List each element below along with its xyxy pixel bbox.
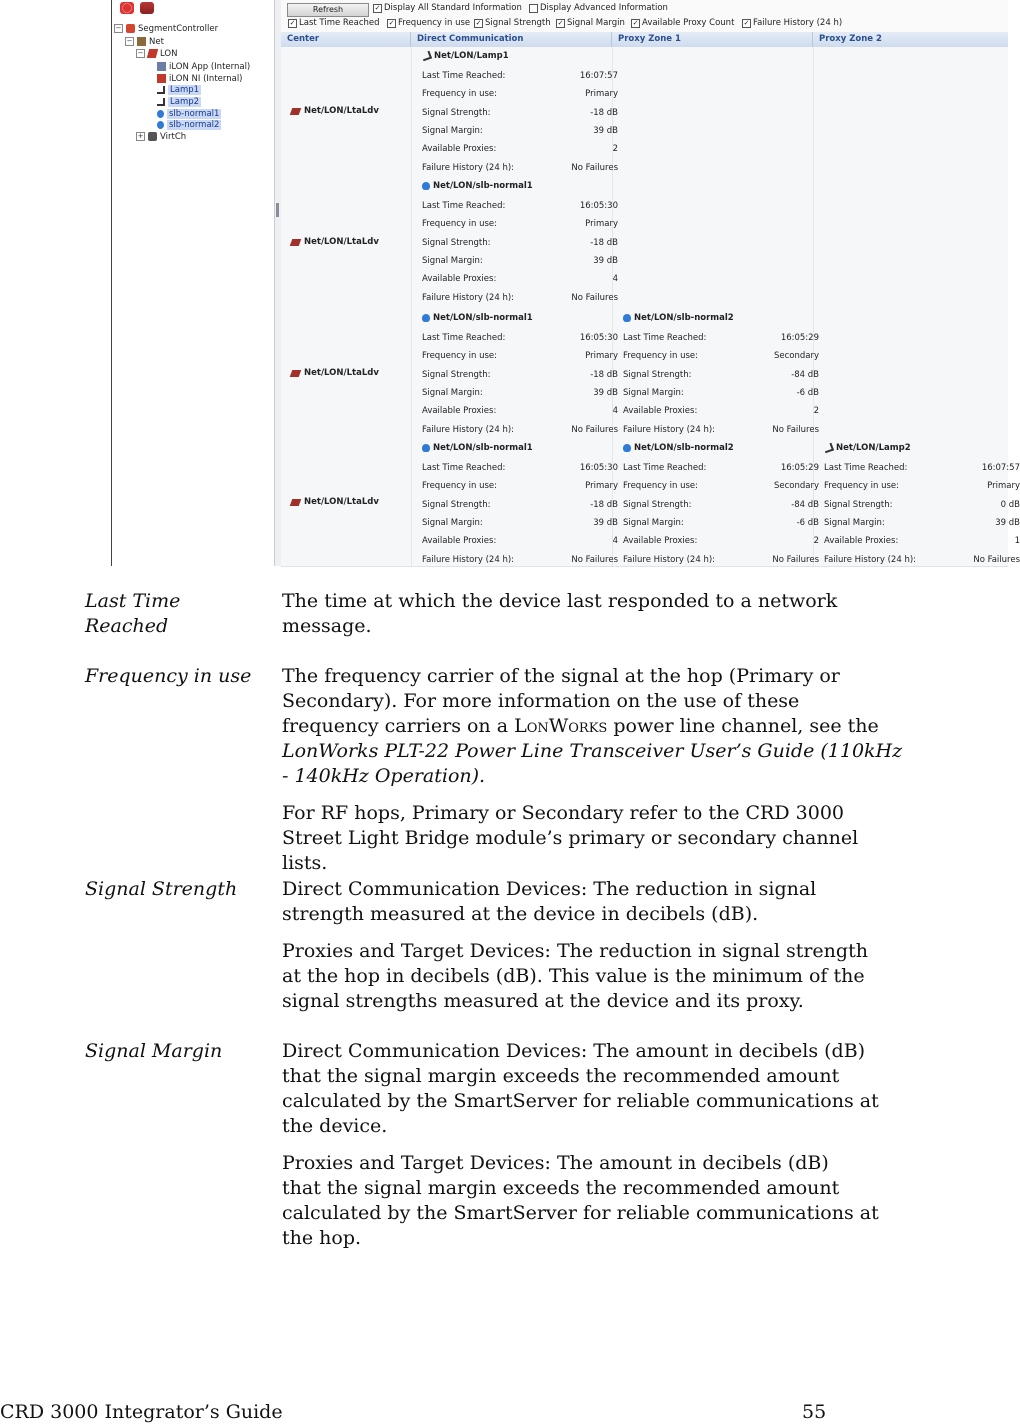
field-value: No Failures <box>571 162 618 173</box>
bridge-icon <box>422 182 430 190</box>
field-label: Last Time Reached: <box>422 333 506 343</box>
device-field <box>422 425 618 437</box>
device-field <box>623 370 819 382</box>
desc-line: strength measured at the device in decibels (dB). <box>282 903 759 925</box>
device-field <box>623 518 819 530</box>
field-label: Signal Strength: <box>422 237 491 248</box>
device-cell[interactable] <box>422 181 618 307</box>
controller-icon <box>290 370 302 377</box>
column-divider <box>813 177 814 309</box>
field-value: -18 dB <box>590 237 618 248</box>
desc-line: that the signal margin exceeds the recommended amount <box>282 1177 840 1199</box>
option-frequency-in-use[interactable] <box>387 18 470 28</box>
center-device-name: Net/LON/LtaLdv <box>304 106 379 116</box>
grid-row[interactable] <box>281 309 1008 440</box>
column-divider <box>411 177 412 309</box>
field-label: Frequency in use: <box>824 481 899 492</box>
field-label: Signal Strength: <box>824 499 893 510</box>
device-field <box>824 536 1020 548</box>
device-field <box>623 351 819 363</box>
device-field <box>623 481 819 493</box>
network-icon <box>137 37 146 46</box>
desc-line: Direct Communication Devices: The reduction in signal <box>282 878 817 900</box>
tree-node-label: Lamp2 <box>170 96 200 107</box>
device-field <box>422 144 618 156</box>
field-label: Last Time Reached: <box>824 463 908 473</box>
option-label: Signal Strength <box>485 18 551 28</box>
field-label: Failure History (24 h): <box>422 162 515 173</box>
desc-line: the hop. <box>282 1227 362 1249</box>
field-value: 16:07:57 <box>981 463 1020 473</box>
device-field <box>824 555 1020 567</box>
device-name: Net/LON/slb-normal1 <box>433 443 533 453</box>
field-value: -6 dB <box>796 387 819 398</box>
device-field <box>422 481 618 493</box>
grid-column-header <box>281 32 1008 48</box>
device-field <box>422 406 618 418</box>
field-value: 39 dB <box>593 255 618 266</box>
device-field <box>422 351 618 363</box>
tree-node-label: slb-normal1 <box>169 108 220 119</box>
bridge-icon <box>157 110 164 118</box>
column-divider <box>411 439 412 566</box>
field-label: Last Time Reached: <box>623 333 707 343</box>
option-signal-strength[interactable] <box>474 18 551 28</box>
field-value: 2 <box>813 406 819 417</box>
tree-node-net[interactable] <box>125 36 164 47</box>
device-header <box>623 313 734 323</box>
field-value: -18 dB <box>590 107 618 118</box>
field-value: 16:05:30 <box>579 333 618 343</box>
device-name: Net/LON/slb-normal2 <box>634 443 734 453</box>
device-field <box>824 500 1020 512</box>
field-label: Signal Margin: <box>422 517 483 528</box>
field-label: Last Time Reached: <box>623 463 707 473</box>
option-label: Frequency in use <box>398 18 471 28</box>
term-line: Last Time <box>85 590 181 612</box>
tree-node-slb-normal2[interactable] <box>157 119 221 130</box>
desc-line: signal strengths measured at the device and its proxy. <box>282 990 804 1012</box>
field-value: -6 dB <box>796 517 819 528</box>
device-field <box>422 201 618 213</box>
checkbox-checked-icon[interactable]: ✓ <box>388 18 395 27</box>
field-value: No Failures <box>571 424 618 435</box>
field-label: Available Proxies: <box>422 536 497 547</box>
checkbox-checked-icon[interactable]: ✓ <box>289 18 296 27</box>
desc-line: Secondary). For more information on the use of these <box>282 690 800 712</box>
option-display-standard[interactable] <box>373 3 522 13</box>
tree-node-label: iLON App (Internal) <box>169 61 251 72</box>
field-label: Available Proxies: <box>422 144 497 155</box>
configuration-screenshot <box>0 0 1020 566</box>
field-value: Secondary <box>773 351 819 362</box>
tree-node-label: LON <box>160 48 178 59</box>
field-label: Failure History (24 h): <box>422 424 515 435</box>
field-value: 4 <box>612 274 618 285</box>
field-label: Signal Strength: <box>623 499 692 510</box>
ni-icon <box>157 74 166 83</box>
field-value: 2 <box>813 536 819 547</box>
lamp-icon <box>421 51 432 62</box>
page-number: 55 <box>802 1401 827 1423</box>
field-value: Secondary <box>773 481 819 492</box>
device-field <box>422 500 618 512</box>
field-label: Signal Strength: <box>623 369 692 380</box>
device-field <box>422 219 618 231</box>
field-label: Failure History (24 h): <box>623 424 716 435</box>
tree-node-label: Lamp1 <box>170 84 200 95</box>
option-label: Available Proxy Count <box>642 18 735 28</box>
column-proxy-zone-1[interactable]: Proxy Zone 1 <box>612 32 813 47</box>
field-label: Frequency in use: <box>623 351 698 362</box>
desc-line: The frequency carrier of the signal at the hop (Primary or <box>282 665 840 687</box>
tree-node-label: iLON NI (Internal) <box>169 73 243 84</box>
desc-line: message. <box>282 615 372 637</box>
tree-toolbar <box>120 2 154 14</box>
checkbox-unchecked-icon[interactable] <box>529 4 538 13</box>
tree-node-ilon-app[interactable] <box>157 61 250 72</box>
field-value: 16:05:30 <box>579 201 618 211</box>
option-label: Last Time Reached <box>299 18 380 28</box>
field-value: 16:05:30 <box>579 463 618 473</box>
device-field <box>623 500 819 512</box>
field-value: 39 dB <box>593 125 618 136</box>
device-field <box>422 388 618 400</box>
field-label: Signal Margin: <box>422 125 483 136</box>
device-field <box>422 238 618 250</box>
field-label: Signal Strength: <box>422 369 491 380</box>
field-label: Available Proxies: <box>824 536 899 547</box>
field-label: Available Proxies: <box>422 406 497 417</box>
desc-last-time-reached <box>282 589 907 639</box>
tree-node-label: SegmentController <box>138 23 219 34</box>
field-label: Signal Margin: <box>824 517 885 528</box>
field-value: No Failures <box>772 554 819 565</box>
field-label: Available Proxies: <box>623 406 698 417</box>
tree-node-label: slb-normal2 <box>169 119 220 130</box>
tree-node-lamp1[interactable] <box>157 84 201 95</box>
expand-icon[interactable]: + <box>137 132 144 140</box>
desc-line: Proxies and Target Devices: The amount in decibels (dB) <box>282 1152 829 1174</box>
field-value: 16:05:29 <box>780 333 819 343</box>
center-device[interactable] <box>291 368 379 378</box>
desc-signal-strength <box>282 877 907 1014</box>
field-label: Signal Margin: <box>623 387 684 398</box>
field-label: Failure History (24 h): <box>824 554 917 565</box>
option-display-advanced[interactable] <box>529 3 668 13</box>
field-value: 4 <box>612 406 618 417</box>
field-label: Failure History (24 h): <box>422 292 515 303</box>
refresh-button[interactable]: Refresh <box>287 3 369 17</box>
desc-line: that the signal margin exceeds the recommended amount <box>282 1065 840 1087</box>
desc-line: at the hop in decibels (dB). This value is the minimum of the <box>282 965 865 987</box>
device-name: Net/LON/Lamp2 <box>836 443 911 453</box>
field-value: No Failures <box>973 554 1020 565</box>
checkbox-checked-icon[interactable]: ✓ <box>475 18 482 27</box>
option-signal-margin[interactable] <box>556 18 625 28</box>
field-value: 0 dB <box>1000 499 1020 510</box>
device-field <box>623 388 819 400</box>
bridge-icon <box>623 444 631 452</box>
device-cell[interactable] <box>422 313 618 437</box>
footer-title: CRD 3000 Integrator’s Guide <box>0 1401 283 1423</box>
field-value: Primary <box>585 351 618 362</box>
device-field <box>824 463 1020 475</box>
desc-line <box>282 714 907 739</box>
center-device[interactable] <box>291 497 379 507</box>
field-value: 39 dB <box>593 517 618 528</box>
device-field <box>422 333 618 345</box>
tree-node-virtch[interactable] <box>136 131 186 142</box>
splitter-grip-icon[interactable] <box>276 203 279 217</box>
device-field <box>422 108 618 120</box>
device-header <box>422 313 533 323</box>
lamp-icon <box>157 86 165 94</box>
field-value: No Failures <box>571 554 618 565</box>
field-label: Available Proxies: <box>422 274 497 285</box>
lamp-icon <box>823 443 834 454</box>
bridge-icon <box>422 444 430 452</box>
collapse-icon[interactable]: − <box>115 24 122 32</box>
tree-node-segmentcontroller[interactable] <box>114 23 218 34</box>
field-value: -18 dB <box>590 369 618 380</box>
desc-line: calculated by the SmartServer for reliable communications at <box>282 1202 879 1224</box>
field-label: Last Time Reached: <box>422 201 506 211</box>
field-label: Signal Margin: <box>422 387 483 398</box>
option-label: Display All Standard Information <box>384 3 522 13</box>
device-field <box>623 425 819 437</box>
field-label: Frequency in use: <box>422 351 497 362</box>
device-header <box>422 51 509 61</box>
term-signal-margin: Signal Margin <box>85 1040 223 1062</box>
device-field <box>422 256 618 268</box>
field-value: -84 dB <box>791 369 819 380</box>
desc-line: Direct Communication Devices: The amount in decibels (dB) <box>282 1040 866 1062</box>
field-label: Frequency in use: <box>623 481 698 492</box>
field-value: No Failures <box>772 424 819 435</box>
device-header <box>623 443 734 453</box>
center-device[interactable] <box>291 106 379 116</box>
field-label: Signal Margin: <box>422 255 483 266</box>
device-header <box>422 181 533 191</box>
field-value: Primary <box>987 481 1020 492</box>
device-cell[interactable] <box>623 313 819 437</box>
device-field <box>422 163 618 175</box>
grid-row[interactable] <box>281 47 1008 178</box>
grid-row[interactable] <box>281 439 1020 567</box>
term-last-time-reached <box>85 589 270 639</box>
tree-node-label: VirtCh <box>160 131 187 142</box>
lonworks-name: LonWorks <box>514 715 608 737</box>
collapse-icon[interactable]: − <box>126 37 133 45</box>
column-divider <box>411 309 412 439</box>
guide-reference: LonWorks PLT-22 Power Line Transceiver User’s Guide (110kHz <box>282 740 903 762</box>
device-name: Net/LON/slb-normal2 <box>634 313 734 323</box>
checkbox-checked-icon[interactable]: ✓ <box>374 3 381 12</box>
field-label: Last Time Reached: <box>422 71 506 81</box>
controller-icon <box>290 499 302 506</box>
device-cell[interactable] <box>422 51 618 175</box>
field-label: Frequency in use: <box>422 89 497 100</box>
device-cell[interactable] <box>623 443 819 564</box>
device-field <box>623 406 819 418</box>
checkbox-checked-icon[interactable]: ✓ <box>743 18 750 27</box>
status-grid <box>281 0 1020 566</box>
bridge-icon <box>422 314 430 322</box>
field-label: Last Time Reached: <box>422 463 506 473</box>
option-available-proxy-count[interactable] <box>631 18 734 28</box>
device-field <box>422 293 618 305</box>
device-field <box>623 555 819 567</box>
option-label: Failure History (24 h) <box>753 18 843 28</box>
checkbox-checked-icon[interactable]: ✓ <box>557 18 564 27</box>
desc-line: For RF hops, Primary or Secondary refer to the CRD 3000 <box>282 802 844 824</box>
term-frequency-in-use: Frequency in use <box>85 665 252 687</box>
device-field <box>824 518 1020 530</box>
controller-icon <box>290 239 302 246</box>
field-value: 2 <box>612 144 618 155</box>
device-field <box>422 555 618 567</box>
lamp-icon <box>157 98 165 106</box>
device-field <box>824 481 1020 493</box>
device-field <box>422 518 618 530</box>
option-label: Display Advanced Information <box>540 3 668 13</box>
field-value: -18 dB <box>590 499 618 510</box>
grid-row[interactable] <box>281 177 1008 310</box>
device-field <box>422 370 618 382</box>
center-device-name: Net/LON/LtaLdv <box>304 368 379 378</box>
guide-reference: - 140kHz Operation). <box>282 765 486 787</box>
device-header <box>422 443 533 453</box>
field-value: 39 dB <box>995 517 1020 528</box>
column-divider <box>813 47 814 177</box>
field-value: 16:07:57 <box>579 71 618 81</box>
device-field <box>623 536 819 548</box>
navigation-tree <box>111 0 275 566</box>
desc-line: the device. <box>282 1115 388 1137</box>
device-field <box>623 463 819 475</box>
device-name: Net/LON/slb-normal1 <box>433 313 533 323</box>
virtual-channel-icon <box>148 132 157 141</box>
controller-icon <box>126 24 135 33</box>
option-failure-history[interactable] <box>742 18 842 28</box>
field-value: 39 dB <box>593 387 618 398</box>
tree-node-ilon-ni[interactable] <box>157 73 243 84</box>
option-label: Signal Margin <box>567 18 625 28</box>
options-bar <box>281 0 1008 32</box>
desc-fragment: frequency carriers on a <box>282 715 515 737</box>
field-value: Primary <box>585 89 618 100</box>
device-field <box>422 536 618 548</box>
desc-line: Proxies and Target Devices: The reduction in signal strength <box>282 940 868 962</box>
column-center[interactable]: Center <box>281 32 411 47</box>
field-label: Signal Strength: <box>422 107 491 118</box>
device-header <box>824 443 911 453</box>
device-name: Net/LON/slb-normal1 <box>433 181 533 191</box>
tree-node-label: Net <box>149 36 164 47</box>
device-field <box>623 333 819 345</box>
field-label: Failure History (24 h): <box>422 554 515 565</box>
field-label: Signal Margin: <box>623 517 684 528</box>
field-label: Signal Strength: <box>422 499 491 510</box>
bridge-icon <box>157 121 164 129</box>
device-field <box>422 126 618 138</box>
channel-icon <box>147 49 158 58</box>
center-device[interactable] <box>291 237 379 247</box>
field-value: 16:05:29 <box>780 463 819 473</box>
option-last-time-reached[interactable] <box>288 18 380 28</box>
stop-icon[interactable] <box>120 2 134 14</box>
controller-icon <box>290 108 302 115</box>
field-label: Available Proxies: <box>623 536 698 547</box>
field-value: 1 <box>1014 536 1020 547</box>
desc-signal-margin <box>282 1039 907 1251</box>
device-field <box>422 71 618 83</box>
app-icon <box>157 62 166 71</box>
device-field <box>422 463 618 475</box>
field-value: Primary <box>585 481 618 492</box>
tree-node-lon[interactable] <box>136 48 177 59</box>
field-label: Frequency in use: <box>422 219 497 230</box>
center-device-name: Net/LON/LtaLdv <box>304 497 379 507</box>
field-value: 4 <box>612 536 618 547</box>
field-value: No Failures <box>571 292 618 303</box>
desc-fragment: power line channel, see the <box>607 715 879 737</box>
term-line: Reached <box>85 615 169 637</box>
device-name: Net/LON/Lamp1 <box>434 51 509 61</box>
tree-node-slb-normal1[interactable] <box>157 108 221 119</box>
collapse-icon[interactable]: − <box>137 49 144 57</box>
device-field <box>422 89 618 101</box>
desc-line: Street Light Bridge module’s primary or secondary channel lists. <box>282 827 859 874</box>
desc-line: The time at which the device last responded to a network <box>282 590 838 612</box>
column-divider <box>411 47 412 177</box>
field-label: Frequency in use: <box>422 481 497 492</box>
network-icon[interactable] <box>140 2 154 14</box>
device-field <box>422 274 618 286</box>
column-direct-communication[interactable]: Direct Communication <box>411 32 612 47</box>
term-signal-strength: Signal Strength <box>85 878 238 900</box>
device-cell[interactable] <box>422 443 618 564</box>
field-label: Failure History (24 h): <box>623 554 716 565</box>
field-value: -84 dB <box>791 499 819 510</box>
center-device-name: Net/LON/LtaLdv <box>304 237 379 247</box>
desc-line: calculated by the SmartServer for reliable communications at <box>282 1090 879 1112</box>
column-proxy-zone-2[interactable]: Proxy Zone 2 <box>819 34 882 44</box>
tree-node-lamp2[interactable] <box>157 96 201 107</box>
checkbox-checked-icon[interactable]: ✓ <box>632 18 639 27</box>
bridge-icon <box>623 314 631 322</box>
desc-frequency-in-use <box>282 664 907 876</box>
device-cell[interactable] <box>824 443 1020 564</box>
field-value: Primary <box>585 219 618 230</box>
